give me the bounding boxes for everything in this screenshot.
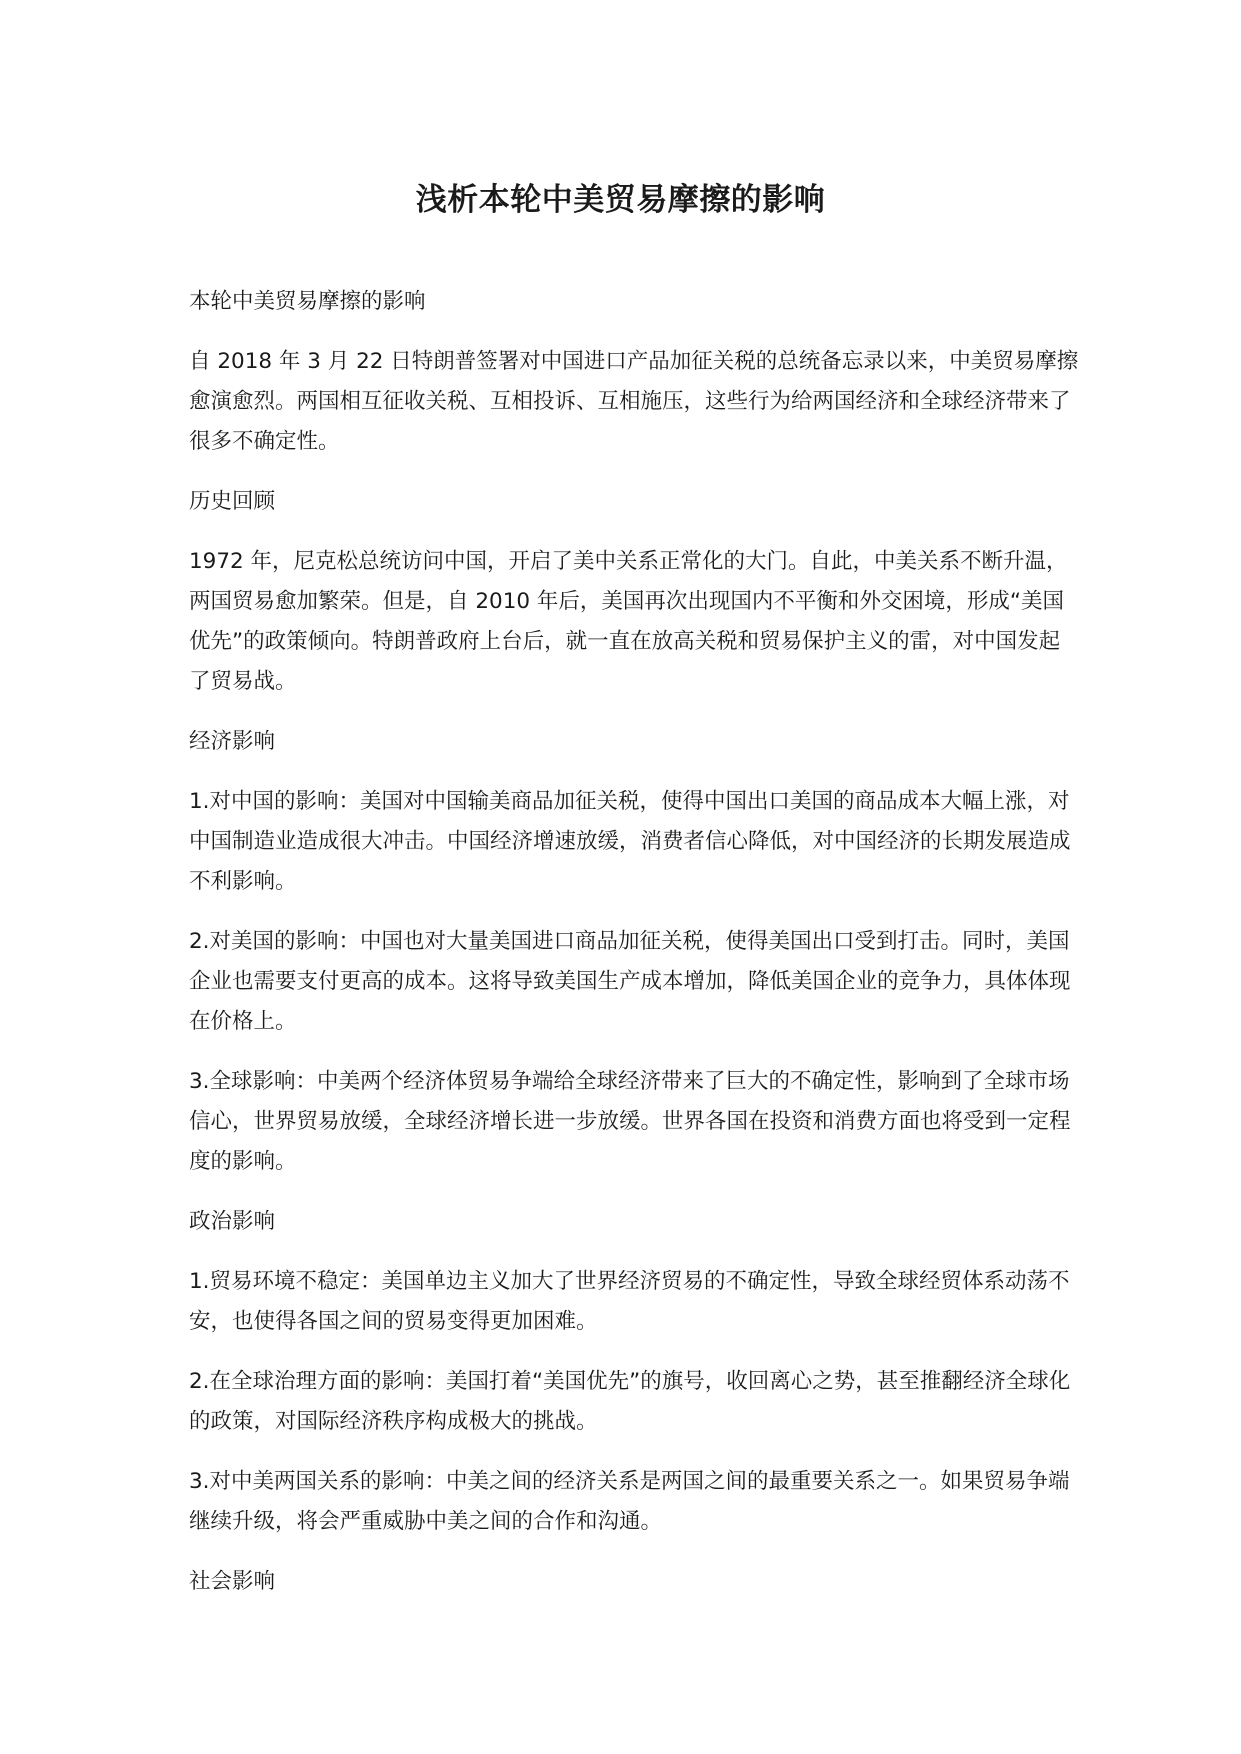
section-heading: 历史回顾 — [189, 489, 276, 514]
paragraph: 2.对美国的影响：中国也对大量美国进口商品加征关税，使得美国出口受到打击。同时，美国企业也需要支付更高的成本。这将导致美国生产成本增加，降低美国企业的竞争力，具体体现在价格上。 — [189, 929, 1071, 1034]
paragraph: 2.在全球治理方面的影响：美国打着“美国优先”的旗号，收回离心之势，甚至推翻经济全球化的政策，对国际经济秩序构成极大的挑战。 — [189, 1369, 1071, 1434]
paragraph: 1.对中国的影响：美国对中国输美商品加征关税，使得中国出口美国的商品成本大幅上涨，对中国制造业造成很大冲击。中国经济增速放缓，消费者信心降低，对中国经济的长期发展造成不利影响。 — [189, 789, 1071, 894]
paragraph: 1.贸易环境不稳定：美国单边主义加大了世界经济贸易的不确定性，导致全球经贸体系动荡不安，也使得各国之间的贸易变得更加困难。 — [189, 1269, 1070, 1334]
paragraph: 3.全球影响：中美两个经济体贸易争端给全球经济带来了巨大的不确定性，影响到了全球市场信心，世界贸易放缓，全球经济增长进一步放缓。世界各国在投资和消费方面也将受到一定程度的影响。 — [189, 1069, 1071, 1174]
section-heading: 社会影响 — [189, 1569, 276, 1594]
section-heading: 政治影响 — [189, 1209, 276, 1234]
paragraph: 1972 年，尼克松总统访问中国，开启了美中关系正常化的大门。自此，中美关系不断升温，两国贸易愈加繁荣。但是，自 2010 年后，美国再次出现国内不平衡和外交困境，形成“美国优先”的政策倾向。特朗普政府上台后，就一直在放高关税和贸易保护主义的雷，对中国发起了贸易战。 — [189, 549, 1068, 694]
paragraph: 3.对中美两国关系的影响：中美之间的经济关系是两国之间的最重要关系之一。如果贸易争端继续升级，将会严重威胁中美之间的合作和沟通。 — [189, 1469, 1070, 1534]
paragraph: 自 2018 年 3 月 22 日特朗普签署对中国进口产品加征关税的总统备忘录以来，中美贸易摩擦愈演愈烈。两国相互征收关税、互相投诉、互相施压，这些行为给两国经济和全球经济带来了很多不确定性。 — [189, 349, 1079, 454]
document-body — [189, 282, 1079, 1622]
section-heading: 本轮中美贸易摩擦的影响 — [189, 289, 426, 314]
document-title: 浅析本轮中美贸易摩擦的影响 — [415, 182, 826, 218]
section-heading: 经济影响 — [189, 729, 276, 754]
